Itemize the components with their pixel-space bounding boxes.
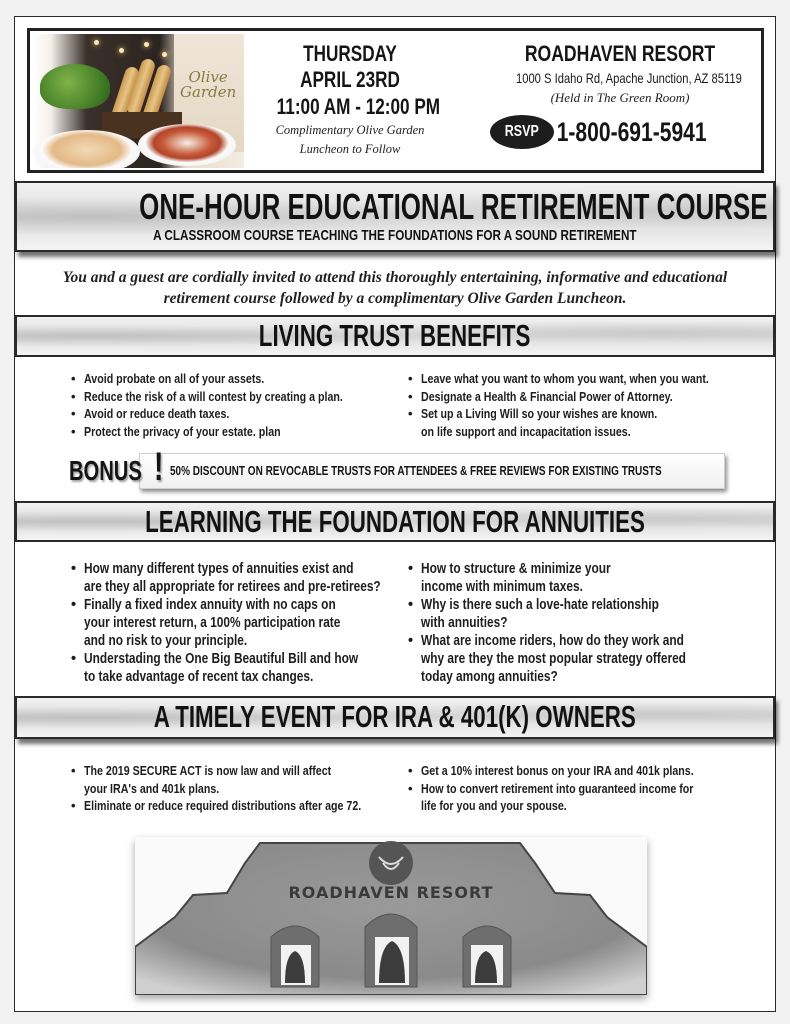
rsvp-row bbox=[490, 115, 750, 149]
ira-list-right bbox=[408, 762, 754, 815]
event-time: 11:00 AM - 12:00 PM bbox=[276, 94, 441, 119]
list-item-line: and no risk to your principle. bbox=[84, 633, 248, 649]
list-item-text bbox=[84, 762, 331, 797]
list-item-text bbox=[421, 560, 611, 596]
event-datetime bbox=[256, 41, 444, 159]
list-item-line: • Avoid probate on all of your assets. bbox=[84, 371, 265, 386]
living-trust-list-right bbox=[408, 370, 772, 440]
list-item-line: on life support and incapacitation issues. bbox=[421, 423, 631, 439]
list-item bbox=[408, 405, 772, 440]
resort-sign-text: ROADHAVEN RESORT bbox=[288, 883, 494, 902]
list-item bbox=[408, 762, 754, 780]
event-date: APRIL 23RD bbox=[300, 67, 400, 92]
list-item-line: your IRA's and 401k plans. bbox=[84, 780, 220, 796]
list-item-line: today among annuities? bbox=[421, 669, 558, 685]
list-item-text bbox=[84, 388, 343, 406]
list-item-line: • Designate a Health & Financial Power of Attorney. bbox=[421, 388, 673, 404]
list-item bbox=[408, 596, 744, 632]
list-item bbox=[71, 797, 422, 815]
living-trust-title: LIVING TRUST BENEFITS bbox=[259, 318, 531, 353]
list-item-line: income with minimum taxes. bbox=[421, 579, 583, 595]
annuities-list-left bbox=[71, 560, 446, 686]
list-item-text bbox=[84, 797, 361, 815]
olive-garden-food-photo bbox=[34, 34, 244, 168]
list-item bbox=[71, 388, 400, 406]
resort-facade-illustration bbox=[135, 837, 647, 995]
list-item-line: • How to convert retirement into guaranteed income for bbox=[421, 780, 694, 796]
course-title: ONE-HOUR EDUCATIONAL RETIREMENT COURSE bbox=[139, 186, 768, 227]
list-item-line: • The 2019 SECURE ACT is now law and will affect bbox=[84, 763, 332, 778]
list-item-line: • Why is there such a love-hate relationship bbox=[421, 597, 659, 613]
ira-title: A TIMELY EVENT FOR IRA & 401(K) OWNERS bbox=[153, 699, 636, 734]
event-header bbox=[27, 28, 764, 173]
list-item bbox=[71, 405, 400, 423]
bonus-strip bbox=[139, 453, 725, 489]
list-item-text bbox=[421, 780, 693, 815]
event-day: THURSDAY bbox=[303, 41, 397, 66]
list-item bbox=[71, 423, 400, 441]
list-item-line: • Reduce the risk of a will contest by creating a plan. bbox=[84, 388, 343, 404]
bonus-label: BONUS bbox=[69, 455, 142, 486]
list-item-line: life for you and your spouse. bbox=[421, 798, 567, 813]
list-item-line: • Understading the One Big Beautiful Bill and how bbox=[84, 651, 359, 667]
list-item-line: your interest return, a 100% participation rate bbox=[84, 615, 341, 631]
invitation-line-1: You and a guest are cordially invited to attend this thoroughly entertaining, informative and educational bbox=[62, 269, 728, 286]
list-item-line: • Finally a fixed index annuity with no caps on bbox=[84, 597, 336, 613]
ira-banner bbox=[15, 696, 775, 739]
invitation-text bbox=[21, 267, 769, 309]
course-subtitle: A CLASSROOM COURSE TEACHING THE FOUNDATIONS FOR A SOUND RETIREMENT bbox=[153, 227, 637, 244]
rsvp-label: RSVP bbox=[505, 123, 540, 140]
list-item bbox=[408, 780, 754, 815]
list-item-text bbox=[421, 388, 673, 406]
list-item-text bbox=[84, 596, 340, 650]
list-item bbox=[71, 596, 446, 650]
list-item-text bbox=[421, 370, 709, 388]
invitation-line-2: retirement course followed by a complimentary Olive Garden Luncheon. bbox=[163, 290, 627, 307]
list-item-line: • Set up a Living Will so your wishes are known. bbox=[421, 406, 658, 421]
venue-room: (Held in The Green Room) bbox=[550, 90, 690, 105]
list-item-line: • Get a 10% interest bonus on your IRA and 401k plans. bbox=[421, 763, 694, 778]
rsvp-badge bbox=[490, 115, 554, 149]
list-item-text bbox=[84, 423, 281, 441]
venue-name: ROADHAVEN RESORT bbox=[524, 41, 716, 66]
living-trust-banner bbox=[15, 315, 775, 357]
list-item-line: • How many different types of annuities exist and bbox=[84, 561, 354, 577]
rsvp-phone-link[interactable]: 1-800-691-5941 bbox=[556, 117, 707, 147]
list-item-line: • Protect the privacy of your estate. plan bbox=[84, 423, 281, 439]
annuities-list-right bbox=[408, 560, 744, 686]
ira-list-left bbox=[71, 762, 422, 815]
living-trust-list-left bbox=[71, 370, 400, 440]
venue-address: 1000 S Idaho Rd, Apache Junction, AZ 85119 bbox=[516, 70, 742, 86]
luncheon-note-2: Luncheon to Follow bbox=[299, 142, 401, 156]
course-banner bbox=[15, 181, 775, 252]
list-item bbox=[71, 650, 446, 686]
olive-garden-logo: Olive Garden bbox=[180, 68, 237, 101]
list-item-line: to take advantage of recent tax changes. bbox=[84, 669, 314, 685]
list-item-line: with annuities? bbox=[421, 615, 508, 631]
list-item bbox=[71, 370, 400, 388]
list-item-text bbox=[84, 560, 381, 596]
list-item-text bbox=[421, 405, 657, 440]
annuities-title: LEARNING THE FOUNDATION FOR ANNUITIES bbox=[145, 504, 645, 539]
list-item-line: why are they the most popular strategy offered bbox=[421, 651, 686, 667]
list-item-text bbox=[84, 405, 229, 423]
resort-facade-photo bbox=[135, 837, 647, 995]
list-item-line: are they all appropriate for retirees and pre-retirees? bbox=[84, 579, 381, 595]
list-item-line: • Leave what you want to whom you want, when you want. bbox=[421, 371, 709, 386]
list-item bbox=[71, 762, 422, 797]
luncheon-note-1: Complimentary Olive Garden bbox=[275, 123, 425, 137]
list-item-text bbox=[421, 596, 659, 632]
bonus-text: 50% DISCOUNT ON REVOCABLE TRUSTS FOR ATTENDEES & FREE REVIEWS FOR EXISTING TRUSTS bbox=[170, 464, 662, 478]
flyer-page bbox=[14, 16, 776, 1012]
exclamation-icon: ! bbox=[153, 445, 164, 489]
list-item-text bbox=[84, 650, 358, 686]
venue-info bbox=[490, 41, 750, 149]
list-item-line: • What are income riders, how do they work and bbox=[421, 633, 684, 649]
list-item bbox=[408, 370, 772, 388]
list-item-text bbox=[84, 370, 264, 388]
list-item bbox=[71, 560, 446, 596]
list-item-line: • How to structure & minimize your bbox=[421, 561, 611, 577]
list-item bbox=[408, 388, 772, 406]
list-item-line: • Eliminate or reduce required distributions after age 72. bbox=[84, 798, 362, 813]
list-item-text bbox=[421, 632, 686, 686]
list-item bbox=[408, 632, 744, 686]
list-item bbox=[408, 560, 744, 596]
list-item-line: • Avoid or reduce death taxes. bbox=[84, 406, 230, 421]
list-item-text bbox=[421, 762, 694, 780]
annuities-banner bbox=[15, 501, 775, 542]
